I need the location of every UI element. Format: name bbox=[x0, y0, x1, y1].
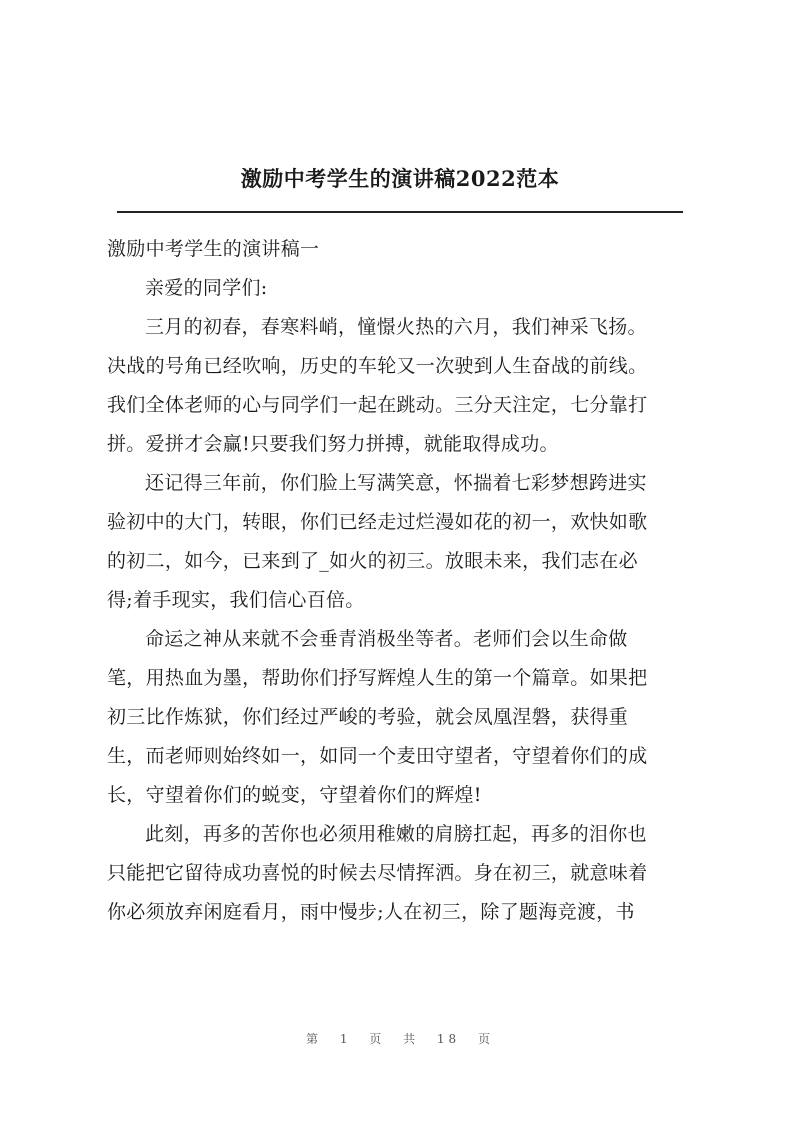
paragraph-line: 初三比作炼狱，你们经过严峻的考验，就会凤凰涅磐，获得重 bbox=[107, 706, 629, 728]
paragraph bbox=[107, 269, 707, 308]
paragraph-line: 验初中的大门，转眼，你们已经走过烂漫如花的初一，欢快如歌 bbox=[107, 511, 648, 533]
paragraph-line: 只能把它留待成功喜悦的时候去尽情挥洒。身在初三，就意味着 bbox=[107, 862, 648, 884]
paragraph bbox=[107, 620, 707, 815]
paragraph-line: 我们全体老师的心与同学们一起在跳动。三分天注定，七分靠打 bbox=[107, 394, 648, 416]
paragraph-line: 生，而老师则始终如一，如同一个麦田守望者，守望着你们的成 bbox=[107, 745, 648, 767]
paragraph bbox=[107, 464, 707, 620]
paragraph-line: 拼。爱拼才会赢!只要我们努力拼搏，就能取得成功。 bbox=[107, 433, 559, 455]
paragraph-line: 得;着手现实，我们信心百倍。 bbox=[107, 589, 365, 611]
paragraph-line: 笔，用热血为墨，帮助你们抒写辉煌人生的第一个篇章。如果把 bbox=[107, 667, 648, 689]
paragraph bbox=[107, 815, 707, 932]
section-heading: 激励中考学生的演讲稿一 bbox=[107, 238, 320, 260]
paragraph bbox=[107, 308, 707, 464]
document-title: 激励中考学生的演讲稿2022范本 bbox=[240, 166, 560, 191]
document-body bbox=[107, 230, 707, 932]
page-number-footer: 第 1 页 共 18 页 bbox=[306, 1032, 494, 1046]
paragraph-line: 亲爱的同学们: bbox=[145, 277, 268, 299]
paragraph-line: 三月的初春，春寒料峭，憧憬火热的六月，我们神采飞扬。 bbox=[145, 316, 647, 338]
paragraph-line: 长，守望着你们的蜕变，守望着你们的辉煌! bbox=[107, 784, 482, 806]
paragraph-line: 的初二，如今，已来到了_如火的初三。放眼未来，我们志在必 bbox=[107, 550, 638, 572]
title-divider bbox=[117, 211, 683, 213]
paragraph-line: 你必须放弃闲庭看月，雨中慢步;人在初三，除了题海竞渡，书 bbox=[107, 901, 635, 923]
paragraph-line: 还记得三年前，你们脸上写满笑意，怀揣着七彩梦想跨进实 bbox=[145, 472, 647, 494]
paragraph-line: 命运之神从来就不会垂青消极坐等者。老师们会以生命做 bbox=[145, 628, 628, 650]
paragraph-line: 此刻，再多的苦你也必须用稚嫩的肩膀扛起，再多的泪你也 bbox=[145, 823, 647, 845]
paragraph-line: 决战的号角已经吹响，历史的车轮又一次驶到人生奋战的前线。 bbox=[107, 355, 648, 377]
paragraph-list bbox=[107, 269, 707, 932]
